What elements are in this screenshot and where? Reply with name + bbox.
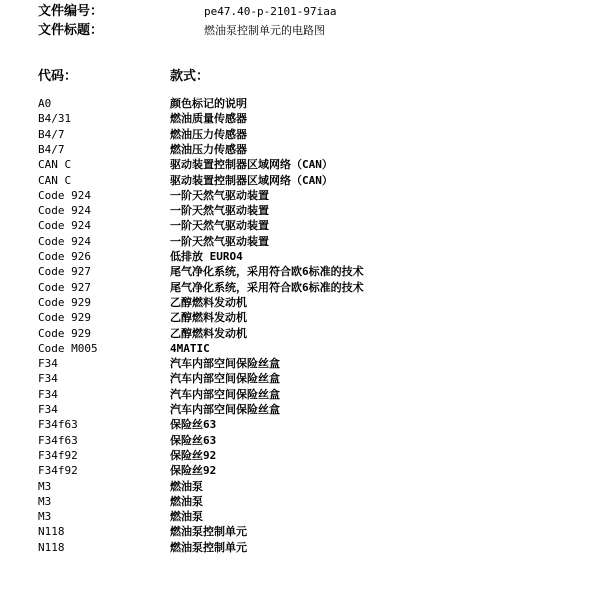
component-code: F34 <box>38 403 58 416</box>
doc-title-value: 燃油泵控制单元的电路图 <box>204 24 325 37</box>
component-description: 燃油泵控制单元 <box>170 540 247 554</box>
component-code: B4/7 <box>38 142 65 156</box>
component-code: M3 <box>38 510 52 524</box>
component-code: Code 927 <box>38 280 91 294</box>
component-description: 乙醇燃料发动机 <box>170 295 247 309</box>
component-description: 保险丝92 <box>170 464 217 478</box>
component-description: 尾气净化系统，采用符合欧6标准的技术 <box>170 280 364 294</box>
component-code: Code 926 <box>38 250 91 263</box>
component-description: 汽车内部空间保险丝盒 <box>170 357 280 371</box>
component-code: Code 929 <box>38 311 91 325</box>
component-description: 一阶天然气驱动装置 <box>170 188 269 202</box>
component-code: F34f92 <box>38 448 78 462</box>
component-description: 保险丝63 <box>170 418 217 432</box>
component-description: 一阶天然气驱动装置 <box>170 234 269 248</box>
component-description: 汽车内部空间保险丝盒 <box>170 403 280 416</box>
component-description: 燃油压力传感器 <box>170 142 247 156</box>
code-column-header: 代码： <box>38 69 78 84</box>
doc-number-label: 文件编号： <box>38 4 104 19</box>
component-code: Code 929 <box>38 295 91 309</box>
component-description: 保险丝63 <box>170 433 217 447</box>
component-description: 汽车内部空间保险丝盒 <box>170 387 280 401</box>
component-code: Code 924 <box>38 204 91 218</box>
component-description: 颜色标记的说明 <box>170 97 247 110</box>
component-code: F34f92 <box>38 464 78 478</box>
doc-number-value: pe47.40-p-2101-97iaa <box>204 5 337 18</box>
component-code: B4/31 <box>38 112 72 126</box>
component-code: Code M005 <box>38 341 98 355</box>
component-code: Code 924 <box>38 234 91 248</box>
component-description: 燃油压力传感器 <box>170 127 247 141</box>
component-description: 一阶天然气驱动装置 <box>170 204 269 218</box>
component-description: 保险丝92 <box>170 448 217 462</box>
component-code: A0 <box>38 97 52 110</box>
component-description: 驱动装置控制器区域网络（CAN） <box>170 158 333 172</box>
component-description: 低排放 EURO4 <box>170 250 243 263</box>
component-code: F34f63 <box>38 418 78 432</box>
component-description: 乙醇燃料发动机 <box>170 326 247 340</box>
component-code: F34f63 <box>38 433 78 447</box>
component-description: 燃油泵 <box>170 479 203 493</box>
component-description: 燃油泵控制单元 <box>170 525 247 539</box>
component-description: 4MATIC <box>170 341 210 355</box>
component-description: 尾气净化系统，采用符合欧6标准的技术 <box>170 265 364 279</box>
component-code: N118 <box>38 540 65 554</box>
component-description: 乙醇燃料发动机 <box>170 311 247 325</box>
component-description: 燃油质量传感器 <box>170 112 247 126</box>
component-code: CAN C <box>38 173 72 187</box>
component-code: N118 <box>38 525 65 539</box>
component-code: Code 929 <box>38 326 91 340</box>
description-column-header: 款式： <box>170 69 210 84</box>
component-code: M3 <box>38 479 52 493</box>
component-code: F34 <box>38 387 58 401</box>
component-code: Code 927 <box>38 265 91 279</box>
component-description: 汽车内部空间保险丝盒 <box>170 372 280 386</box>
component-code: F34 <box>38 372 58 386</box>
component-code: CAN C <box>38 158 72 172</box>
doc-title-label: 文件标题： <box>38 23 104 38</box>
component-code: Code 924 <box>38 219 91 233</box>
component-description: 燃油泵 <box>170 494 203 508</box>
component-code: Code 924 <box>38 188 91 202</box>
component-code: F34 <box>38 357 58 371</box>
component-code: B4/7 <box>38 127 65 141</box>
component-description: 驱动装置控制器区域网络（CAN） <box>170 173 333 187</box>
component-description: 一阶天然气驱动装置 <box>170 219 269 233</box>
component-description: 燃油泵 <box>170 510 203 524</box>
component-code: M3 <box>38 494 52 508</box>
